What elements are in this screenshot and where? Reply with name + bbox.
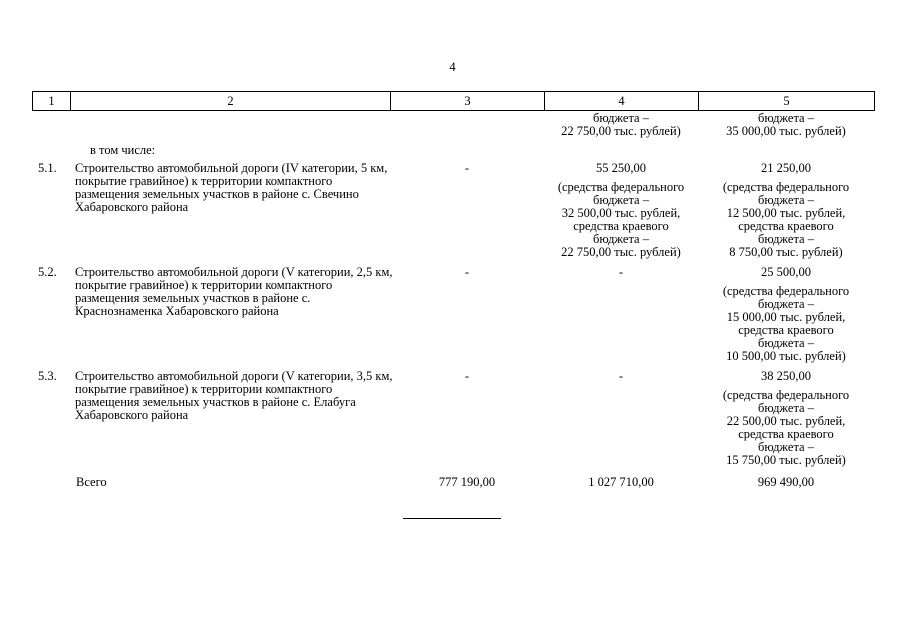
table-row [32, 162, 874, 266]
row-col5 [698, 162, 874, 259]
total-col5: 969 490,00 [757, 475, 815, 489]
row-col5 [698, 370, 874, 467]
column-header-5: 5 [699, 92, 875, 111]
row-col5-detail: (средства федерального бюджета – 12 500,00 тыс. рублей, средства краевого бюджета – 8 750,00 тыс. рублей) [722, 180, 850, 259]
carryover-col5: бюджета – 35 000,00 тыс. рублей) [726, 111, 846, 138]
row-col4-detail: (средства федерального бюджета – 32 500,00 тыс. рублей, средства краевого бюджета – 22 750,00 тыс. рублей) [557, 180, 685, 259]
table-row [32, 266, 874, 370]
row-col5 [698, 266, 874, 363]
row-description: Строительство автомобильной дороги (V категории, 2,5 км, покрытие гравийное) к территории компактного размещения земельных участков в районе с. Краснознаменка Хабаровского района [75, 265, 393, 318]
row-col3: - [464, 265, 470, 279]
row-col4-amount: - [618, 369, 624, 383]
row-number: 5.1. [38, 161, 57, 175]
footer-rule [403, 518, 501, 519]
total-row [32, 476, 874, 496]
subheading-row [32, 142, 874, 162]
row-col5-amount: 38 250,00 [761, 369, 811, 383]
total-col3: 777 190,00 [438, 475, 496, 489]
carryover-col4: бюджета – 22 750,00 тыс. рублей) [561, 111, 681, 138]
row-col5-detail: (средства федерального бюджета – 22 500,00 тыс. рублей, средства краевого бюджета – 15 750,00 тыс. рублей) [722, 388, 850, 467]
column-number-header [32, 91, 875, 111]
total-col4: 1 027 710,00 [588, 475, 654, 489]
row-description: Строительство автомобильной дороги (V категории, 3,5 км, покрытие гравийное) к территории компактного размещения земельных участков в районе с. Елабуга Хабаровского района [75, 369, 393, 422]
page-number: 4 [449, 60, 456, 74]
table-row [32, 370, 874, 476]
row-col4 [544, 162, 698, 259]
subheading: в том числе: [90, 143, 156, 157]
row-col4-amount: 55 250,00 [596, 161, 646, 175]
row-col4 [544, 370, 698, 389]
column-header-4: 4 [545, 92, 699, 111]
row-col3: - [464, 161, 470, 175]
row-col5-amount: 25 500,00 [761, 265, 811, 279]
column-header-3: 3 [391, 92, 545, 111]
row-col4-amount: - [618, 265, 624, 279]
carryover-row [32, 112, 874, 142]
row-col5-amount: 21 250,00 [761, 161, 811, 175]
row-description: Строительство автомобильной дороги (IV категории, 5 км, покрытие гравийное) к территории компактного размещения земельных участков в районе с. Свечино Хабаровского района [75, 161, 388, 214]
row-col4 [544, 266, 698, 285]
total-label: Всего [76, 475, 107, 489]
row-number: 5.3. [38, 369, 57, 383]
row-col5-detail: (средства федерального бюджета – 15 000,00 тыс. рублей, средства краевого бюджета – 10 500,00 тыс. рублей) [722, 284, 850, 363]
row-number: 5.2. [38, 265, 57, 279]
column-header-2: 2 [71, 92, 391, 111]
column-header-1: 1 [33, 92, 71, 111]
table-body [32, 112, 874, 496]
row-col3: - [464, 369, 470, 383]
